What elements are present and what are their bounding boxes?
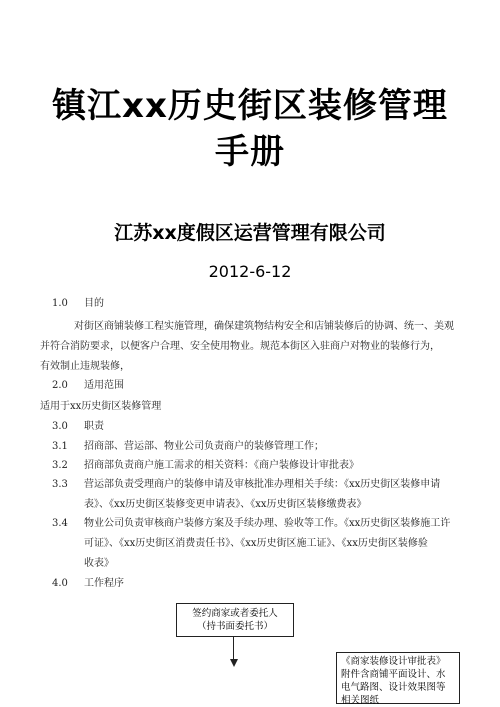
section-3-3-item <box>52 478 440 492</box>
section-2-heading <box>52 379 124 393</box>
section-title: 目的 <box>84 298 104 309</box>
flowchart-box-text: （持书面委托书） <box>196 621 273 632</box>
section-number: 3.0 <box>52 421 68 432</box>
flowchart-step-signing-merchant <box>176 603 294 637</box>
section-3-3-continuation: 表》、《xx历史街区装修变更申请表》、《xx历史街区装修缴费表》 <box>84 499 367 510</box>
section-title: 工作程序 <box>84 578 124 589</box>
flowchart-arrow-line <box>233 636 234 661</box>
flowchart-note-text: 《商家装修设计审批表》 <box>341 656 446 667</box>
item-text: 物业公司负责审核商户装修方案及手续办理、验收等工作。《xx历史街区装修施工许 <box>84 518 451 529</box>
item-number: 3.3 <box>52 479 68 490</box>
item-text: 营运部负责受理商户的装修申请及审核批准办理相关手续：《xx历史街区装修申请 <box>84 479 441 490</box>
section-number: 2.0 <box>52 380 68 391</box>
flowchart-note-text: 附件含商铺平面设计、水 <box>341 669 446 680</box>
section-3-1-item <box>52 440 324 454</box>
section-number: 1.0 <box>52 298 68 309</box>
section-1-heading <box>52 297 104 311</box>
section-3-4-item <box>52 517 450 531</box>
flowchart-note-design-approval <box>336 652 460 704</box>
item-number: 3.1 <box>52 441 68 452</box>
document-title-line1: 镇江xx历史街区装修管理 <box>52 86 448 126</box>
section-title: 职责 <box>84 421 104 432</box>
section-4-heading <box>52 577 124 591</box>
item-number: 3.4 <box>52 518 68 529</box>
item-text: 招商部、营运部、物业公司负责商户的装修管理工作； <box>84 441 324 452</box>
section-3-4-continuation: 可证》、《xx历史街区消费责任书》、《xx历史街区施工证》、《xx历史街区装修验 <box>84 538 428 549</box>
document-date: 2012-6-12 <box>208 262 292 281</box>
flowchart-note-text: 相关图纸 <box>341 695 380 706</box>
section-1-paragraph-line: 有效制止违规装修， <box>40 361 130 372</box>
flowchart-note-text: 电气路图、设计效果图等 <box>341 682 446 693</box>
section-1-paragraph-line: 对街区商铺装修工程实施管理，确保建筑物结构安全和店铺装修后的协调、统一、美观 <box>74 321 454 332</box>
item-text: 招商部负责商户施工需求的相关资料：《商户装修设计审批表》 <box>84 460 359 471</box>
section-title: 适用范围 <box>84 380 124 391</box>
section-2-text: 适用于xx历史街区装修管理 <box>40 401 162 412</box>
section-1-paragraph-line: 并符合消防要求，以便客户合理、安全使用物业。规范本街区入驻商户对物业的装修行为， <box>40 341 440 352</box>
flowchart-arrow-head-icon <box>230 659 238 667</box>
item-number: 3.2 <box>52 460 68 471</box>
document-title-line2: 手册 <box>215 132 285 172</box>
section-3-4-continuation: 收表》 <box>84 558 114 569</box>
section-number: 4.0 <box>52 578 68 589</box>
flowchart-box-text: 签约商家或者委托人 <box>192 608 278 619</box>
section-3-2-item <box>52 459 359 473</box>
company-name: 江苏xx度假区运营管理有限公司 <box>114 222 386 244</box>
section-3-heading <box>52 420 104 434</box>
